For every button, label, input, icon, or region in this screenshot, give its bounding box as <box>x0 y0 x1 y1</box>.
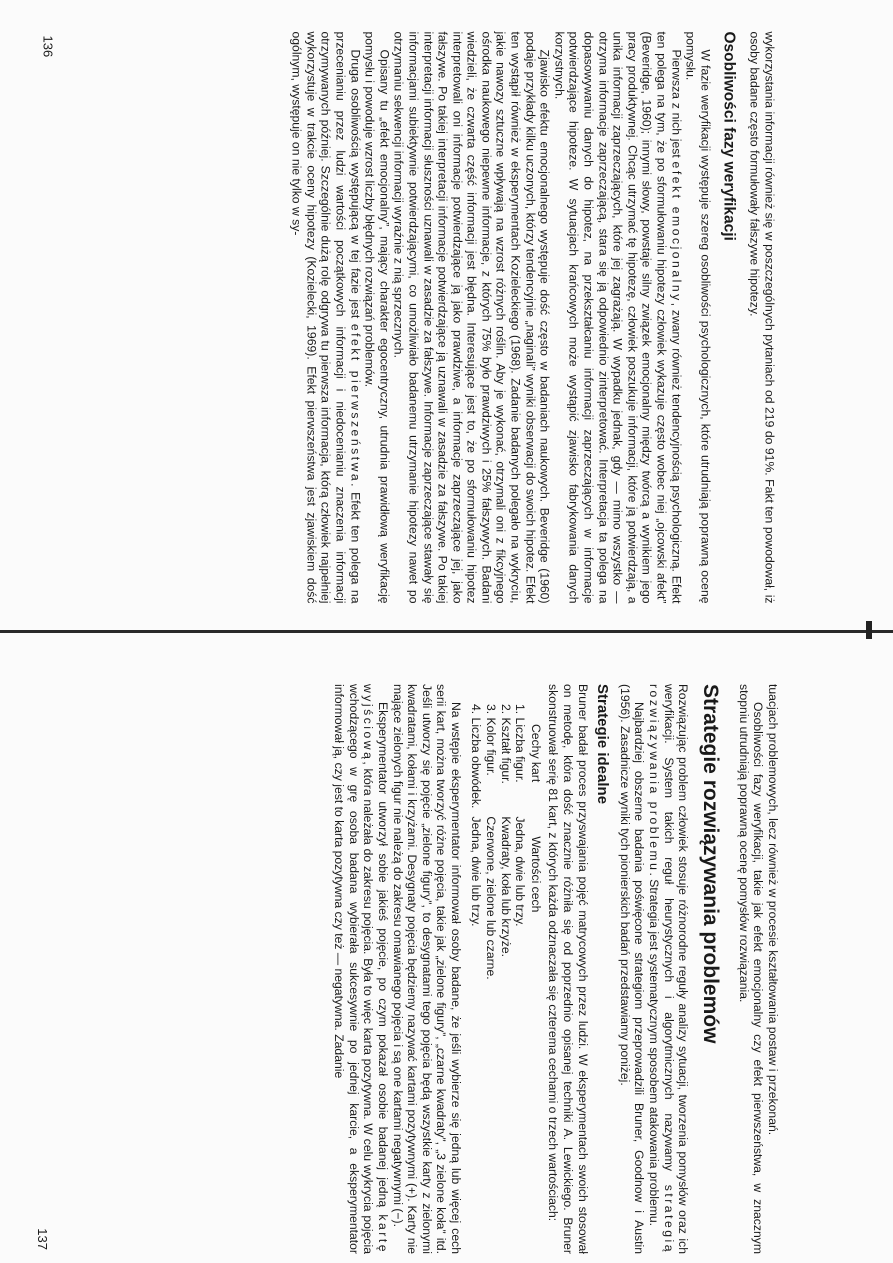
text-run: . Efekt ten polega na przecenianiu przez ludzi wartości początkowych informacji i niedocenianiu znaczenia informacji otrzymywanych później. Szczególnie dużą rolę odgrywa tu pierwsza informacja, którą człowiek najpełniej wykorzystuje w trakcie oceny hipotezy (Kozielecki, 1969). Efekt pierwszeństwa jest zjawiskiem dość ogólnym, występuje on nie tylko w sy- <box>289 31 363 604</box>
paragraph: Opisany tu „efekt emocjonalny”, mający charakter egocentryczny, utrudnia prawidłową weryfikację pomysłu i powoduje wzrost liczby błędnych rozwiązań problemów. <box>362 31 392 604</box>
page-136 <box>42 32 777 604</box>
page-137 <box>36 684 780 1254</box>
paragraph-strategy-definition <box>646 684 690 1254</box>
table-row <box>498 704 513 988</box>
text-run: Eksperymentator utworzył sobie jakieś pojęcie, po czym pokazał osobie badanej jedną <box>375 702 390 1215</box>
table-row <box>513 704 528 988</box>
text-run: Pierwsza z nich jest <box>669 49 684 162</box>
book-gutter <box>0 630 893 633</box>
text-run: , zwany również tendencyjnością psychologiczną. Efekt ten polega na tym, że po sformułowaniu hipotezy człowiek wykazuje często wobec niej „ojcowski afekt” (Beveridge, 1960); innymi słowy, powstaje silny związek emocjonalny między twórcą a wynikiem jego pracy produktywnej. Chcąc utrzymać tę hipotezę, człowiek poszukuje informacji, które ją potwierdzają, a unika informacji zaprzeczających, które jej zagrażają. W wypadku jednak, gdy — mimo wszystko — otrzyma informacje zaprzeczającą, stara się ją odpowiednio zinterpretować. Interpretacja ta polega na dopasowywaniu danych do hipotez, na przekształcaniu informacji zaprzeczających w informacje potwierdzające hipoteze. W sytuacjach krańcowych może wystąpić zjawisko fabrykowania danych korzystnych. <box>552 31 684 604</box>
table-cell: 2. Kształt figur. <box>498 704 513 784</box>
paragraph: Osobliwości fazy weryfikacji, takie jak efekt emocjonalny czy efekt pierwszeństwa, w znacznym stopniu utrudniają poprawną ocenę pomysłów rozwiązania. <box>736 684 766 1254</box>
paragraph: Zjawisko efektu emocjonalnego występuje dość często w badaniach naukowych. Beveridge (1960) podaje przykłady kilku uczonych, którzy tendencyjnie „naginali” wyniki obserwacji do swoich hipotez. Efekt ten wystąpił również w eksperymentach Kozieleckiego (1968). Zadanie badanych polegało na wykryciu, jakie nawozy sztuczne wpływają na wzrost różnych roślin. Aby je wykonać, otrzymali oni z fikcyjnego ośrodka naukowego niepewne informacje, z których 75% było prawdziwych i 25% fałszywych. Badani wiedzieli, że czwarta część informacji jest błędna. Interesujące jest to, że po sformułowaniu hipotez interpretowali oni informacje potwierdzające ją jako prawdziwe, a informacje zaprzeczające jej, jako fałszywe. Po takiej interpretacji informacje potwierdzające ją uznawali w zasadzie za fałszywe. Po takiej interpretacji informacji słuszności uznawali w zasadzie za fałszywe. Informacje zaprzeczające stawały się informacjami subiektywnie potwierdzającymi, co umożliwiało badanemu utrzymanie hipotezy nawet po otrzymaniu sekwencji informacji wyraźnie z nią sprzecznych. <box>391 31 552 604</box>
paragraph: Bruner badał proces przyswajania pojęć matrycowych przez ludzi. W eksperymentach swoich stosował on metodę, która dość znacznie różniła się od poprzednio opisanej techniki A. Lewickiego. Bruner skonstruował serię 81 kart, z których każda odznaczała się czterema cechami o trzech wartościach: <box>546 684 590 1254</box>
chapter-heading-strategies: Strategie rozwiązywania problemów <box>699 684 723 1044</box>
paragraph-starting-card <box>332 684 390 1254</box>
paragraph: Najbardziej obszerne badania poświęcone strategiom przeprowadzili Bruner, Goodnow i Austin (1956). Zasadnicze wyniki tych pionierskich badań przedstawiamy poniżej. <box>617 684 647 1254</box>
paragraph: Na wstępie eksperymentator informował osoby badane, że jeśli wybierze się jedną lub więcej cech serii kart, można tworzyć różne pojęcia, takie jak „zielone figury”, „czarne kwadraty”, „3 zielone koła” itd. Jeśli utworzy się pojęcie „zielone figury”, to desygnatami tego pojęcia będą wszystkie karty z zielonymi kwadratami, kołami i krzyżami. Desygnaty pojęcia będziemy nazywać kartami pozytywnymi (+). Karty nie mające zielonych figur nie należą do zakresu omawianego pojęcia i są one kartami negatywnymi (−). <box>390 684 463 1254</box>
paragraph-emotional-effect <box>552 32 683 604</box>
term-emotional-effect: efekt emocjonalny <box>669 161 684 303</box>
continued-paragraph: wykorzystania informacji również się w poszczególnych pytaniach od 219 do 91%. Fakt ten powodował, iż osoby badane często formułowały fałszywe hipotezy. <box>747 31 777 604</box>
text-run: . Strategia jest systematycznym sposobem atakowania problemu. <box>647 872 662 1227</box>
table-row <box>469 704 484 988</box>
table-row <box>484 704 499 988</box>
page-number: 137 <box>34 1228 50 1250</box>
table-header: Cechy kart <box>528 724 543 783</box>
section-heading-verification: Osobliwości fazy weryfikacji <box>720 31 738 241</box>
table-cell: 1. Liczba figur. <box>513 704 528 783</box>
text-run: Druga osobliwością występującą w tej fazie jest <box>348 49 363 324</box>
page-number: 136 <box>40 35 56 58</box>
table-cell: Czerwone, zielone lub czarne. <box>484 816 499 980</box>
table-cell: Kwadraty, koła lub krzyże. <box>498 816 513 958</box>
text-run: Rozwiązując problem człowiek stosuje różnorodne reguły analizy sytuacji, tworzenia pomysłów oraz ich weryfikacji. System takich reguł heurystycznych i algorytmicznych nazywamy <box>661 684 691 1254</box>
term-strategy: strategią rozwiązywania problemu <box>647 684 676 1254</box>
term-starting-card: kartę wyjściową <box>361 684 390 1254</box>
paragraph: W fazie weryfikacji występuje szereg osobliwości psychologicznych, które utrudniają poprawną ocenę pomysłu. <box>683 31 713 604</box>
card-features-table <box>469 704 543 988</box>
section-heading-ideal-strategies: Strategie idealne <box>594 684 612 805</box>
continued-paragraph: tuacjach problemowych, lecz również w procesie kształtowania postaw i przekonań. <box>766 684 780 1136</box>
paragraph-primacy-effect <box>289 32 362 604</box>
gutter-mark <box>866 621 872 639</box>
table-header: Wartości cech <box>528 836 543 913</box>
table-cell: Jedna, dwie lub trzy. <box>469 816 484 927</box>
term-primacy-effect: efekt pierwszeństwa <box>348 323 363 484</box>
table-cell: 4. Liczba obwódek. <box>469 704 484 809</box>
table-header-row <box>527 704 543 988</box>
table-cell: 3. Kolor figur. <box>484 704 499 776</box>
text-run: , która należała do zakresu pojęcia. Była to więc karta pozytywna. W celu wykrycia pojęcia wchodzącego w grę osoba badana wybierała sukcesywnie po jednej karcie, a eksperymentator informował ją, czy jest to karta pozytywna czy też — negatywna. Zadanie <box>332 684 376 1254</box>
table-cell: Jedna, dwie lub trzy. <box>513 816 528 927</box>
